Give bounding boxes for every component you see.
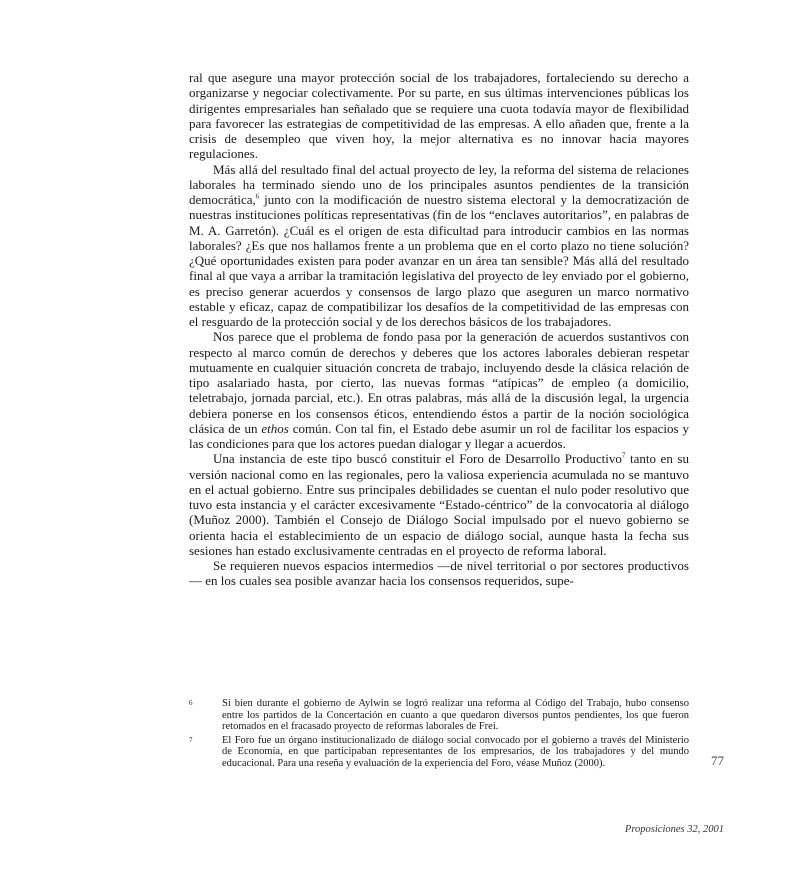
- footnote-number: 6: [189, 699, 193, 707]
- paragraph-text: Más allá del resultado final del actual proyecto de ley, la reforma del sistema de relaciones laborales ha terminado siendo uno de los principales asuntos pendientes de la transición democrática,: [189, 161, 689, 207]
- footnotes: [189, 698, 689, 772]
- emphasis-text: ethos: [261, 420, 289, 436]
- paragraph: [189, 558, 689, 589]
- paragraph-text: común. Con tal fin, el Estado debe asumir un rol de facilitar los espacios y las condiciones para que los actores puedan dialogar y llegar a acuerdos.: [189, 420, 689, 451]
- paragraph: [189, 162, 689, 330]
- footnote-number: 7: [189, 735, 193, 744]
- footnote-text: El Foro fue un órgano institucionalizado de diálogo social convocado por el gobierno a través del Ministerio de Economía, en que participaban representantes de los empresarios, de los trabajadores y del mundo educacional. Para una reseña y evaluación de la experiencia del Foro, véase Muñoz (2000).: [222, 734, 689, 769]
- paragraph-text: Se requieren nuevos espacios intermedios —de nivel territorial o por sectores productivos— en los cuales sea posible avanzar hacia los consensos requeridos, supe-: [189, 558, 689, 589]
- footnote-ref: 7: [621, 451, 626, 460]
- paragraph-text: junto con la modificación de nuestro sistema electoral y la democratización de nuestras instituciones políticas representativas (fin de los “enclaves autoritarios”, en palabras de M. A. Garretón). ¿Cuál es el origen de esta dificultad para introducir cambios en las normas laborales? ¿Es que nos hallamos frente a un problema que en el corto plazo no tiene solución? ¿Qué oportunidades existen para poder avanzar en un área tan sensible? Más allá del resultado final al que vaya a arribar la tramitación legislativa del proyecto de ley enviado por el gobierno, es preciso generar acuerdos y consensos de largo plazo que aseguren un marco normativo estable y eficaz, capaz de compatibilizar los desafíos de la competitividad de las empresas con el resguardo de la protección social y de los derechos básicos de los trabajadores.: [189, 192, 689, 329]
- paragraph-text: Una instancia de este tipo buscó constituir el Foro de Desarrollo Productivo: [213, 451, 622, 467]
- paragraph-text: Nos parece que el problema de fondo pasa por la generación de acuerdos sustantivos con respecto al marco común de derechos y deberes que los actores laborales debieran respetar mutuamente en cualquier situación concreta de trabajo, incluyendo desde la clásica relación de tipo asalariado hasta, por cierto, las nuevas formas “atípicas” de empleo (a domicilio, teletrabajo, jornada parcial, etc.). En otras palabras, más allá de la discusión legal, la urgencia debiera ponerse en los consensos éticos, entendiendo éstos a partir de la noción sociológica clásica de un: [189, 329, 689, 436]
- body-text: [189, 70, 689, 589]
- paragraph-text: ral que asegure una mayor protección social de los trabajadores, fortaleciendo su derecho a organizarse y negociar colectivamente. Por su parte, en sus últimas intervenciones públicas los dirigentes empresariales han señalado que se requiere una cuota todavía mayor de flexibilidad para favorecer las estrategias de competitividad de las empresas. A ello añaden que, frente a la crisis de desempleo que viven hoy, la mejor alternativa es no innovar hacia mayores regulaciones.: [189, 70, 689, 162]
- footnote-text: Si bien durante el gobierno de Aylwin se logró realizar una reforma al Código del Trabajo, hubo consenso entre los partidos de la Concertación en cuanto a que quedaron diversos puntos pendientes, los que fueron retomados en el fracasado proyecto de reformas laborales de Frei.: [222, 698, 689, 733]
- paragraph-text: tanto en su versión nacional como en las regionales, pero la valiosa experiencia acumulada no se mantuvo en el actual gobierno. Entre sus principales debilidades se cuentan el nulo poder resolutivo que tuvo esta instancia y el carácter excesivamente “Estado-céntrico” de la convocatoria al diálogo (Muñoz 2000). También el Consejo de Diálogo Social impulsado por el nuevo gobierno se orienta hacia el establecimiento de un espacio de diálogo social, aunque hasta la fecha sus sesiones han estado exclusivamente centradas en el proyecto de reforma laboral.: [189, 451, 689, 558]
- paragraph: [189, 329, 689, 451]
- footnote-ref: 6: [255, 192, 260, 201]
- footnote: [189, 735, 689, 770]
- paragraph: [189, 451, 689, 558]
- running-footer: Proposiciones 32, 2001: [624, 824, 724, 835]
- paragraph: [189, 70, 689, 162]
- footnote: [189, 698, 689, 733]
- page-number: 77: [711, 753, 724, 768]
